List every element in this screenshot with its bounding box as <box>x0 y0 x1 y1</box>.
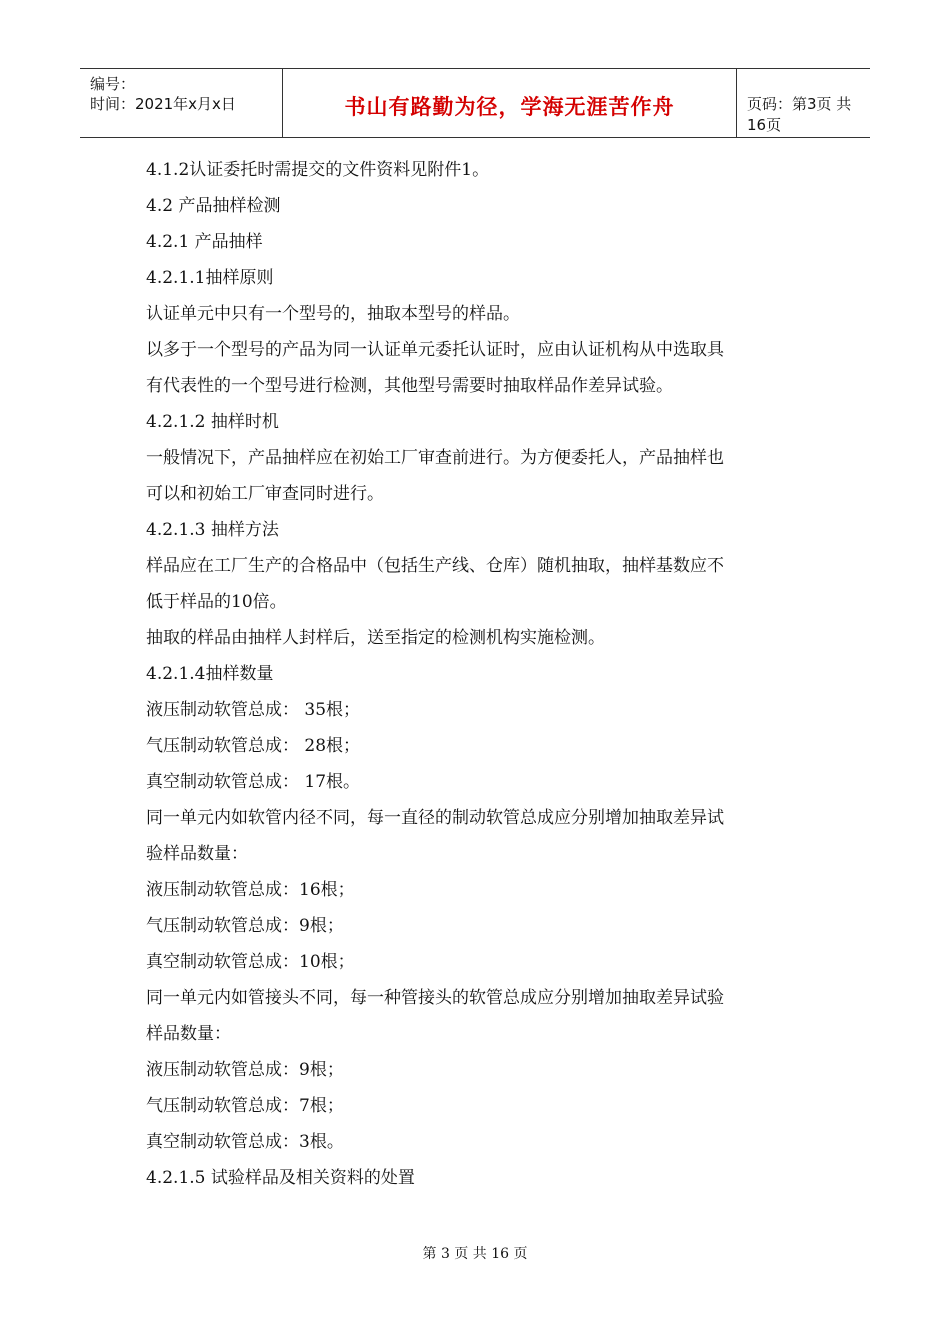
section-heading: 4.2.1.2 抽样时机 <box>146 412 279 432</box>
list-item: 液压制动软管总成： 35根； <box>146 700 361 720</box>
body-line: 低于样品的10倍。 <box>146 592 287 612</box>
list-item: 液压制动软管总成：16根； <box>146 880 355 900</box>
body-line: 验样品数量： <box>146 844 248 864</box>
body-line: 抽取的样品由抽样人封样后，送至指定的检测机构实施检测。 <box>146 628 605 648</box>
list-item: 气压制动软管总成： 28根； <box>146 736 361 756</box>
list-item: 真空制动软管总成： 17根。 <box>146 772 361 792</box>
list-item: 气压制动软管总成：7根； <box>146 1096 344 1116</box>
header-page-info: 页码：第3页 共16页 <box>747 95 852 134</box>
list-item: 真空制动软管总成：10根； <box>146 952 355 972</box>
document-number-label: 编号： <box>90 75 136 93</box>
document-date-label: 时间：2021年x月x日 <box>90 95 236 113</box>
body-line: 以多于一个型号的产品为同一认证单元委托认证时，应由认证机构从中选取具 <box>146 340 724 360</box>
body-line: 可以和初始工厂审查同时进行。 <box>146 484 384 504</box>
body-line: 同一单元内如管接头不同，每一种管接头的软管总成应分别增加抽取差异试验 <box>146 988 724 1008</box>
header-motto: 书山有路勤为径，学海无涯苦作舟 <box>344 95 675 119</box>
body-line: 一般情况下，产品抽样应在初始工厂审查前进行。为方便委托人，产品抽样也 <box>146 448 724 468</box>
document-body <box>146 152 806 1196</box>
list-item: 真空制动软管总成：3根。 <box>146 1132 344 1152</box>
section-heading: 4.2.1.5 试验样品及相关资料的处置 <box>146 1168 415 1188</box>
list-item: 液压制动软管总成：9根； <box>146 1060 344 1080</box>
header-motto-cell <box>283 69 737 137</box>
body-line: 样品应在工厂生产的合格品中（包括生产线、仓库）随机抽取，抽样基数应不 <box>146 556 724 576</box>
body-line: 同一单元内如软管内径不同，每一直径的制动软管总成应分别增加抽取差异试 <box>146 808 724 828</box>
list-item: 气压制动软管总成：9根； <box>146 916 344 936</box>
page-footer: 第 3 页 共 16 页 <box>422 1246 528 1262</box>
header-meta <box>80 69 283 137</box>
section-heading: 4.2.1.4抽样数量 <box>146 664 274 684</box>
section-heading: 4.2.1 产品抽样 <box>146 232 263 252</box>
section-heading: 4.2.1.3 抽样方法 <box>146 520 279 540</box>
body-line: 4.1.2认证委托时需提交的文件资料见附件1。 <box>146 160 490 180</box>
body-line: 样品数量： <box>146 1024 231 1044</box>
section-heading: 4.2.1.1抽样原则 <box>146 268 274 288</box>
page-header <box>80 68 870 138</box>
body-line: 有代表性的一个型号进行检测，其他型号需要时抽取样品作差异试验。 <box>146 376 673 396</box>
section-heading: 4.2 产品抽样检测 <box>146 196 281 216</box>
header-page-cell <box>737 69 870 137</box>
body-line: 认证单元中只有一个型号的，抽取本型号的样品。 <box>146 304 520 324</box>
